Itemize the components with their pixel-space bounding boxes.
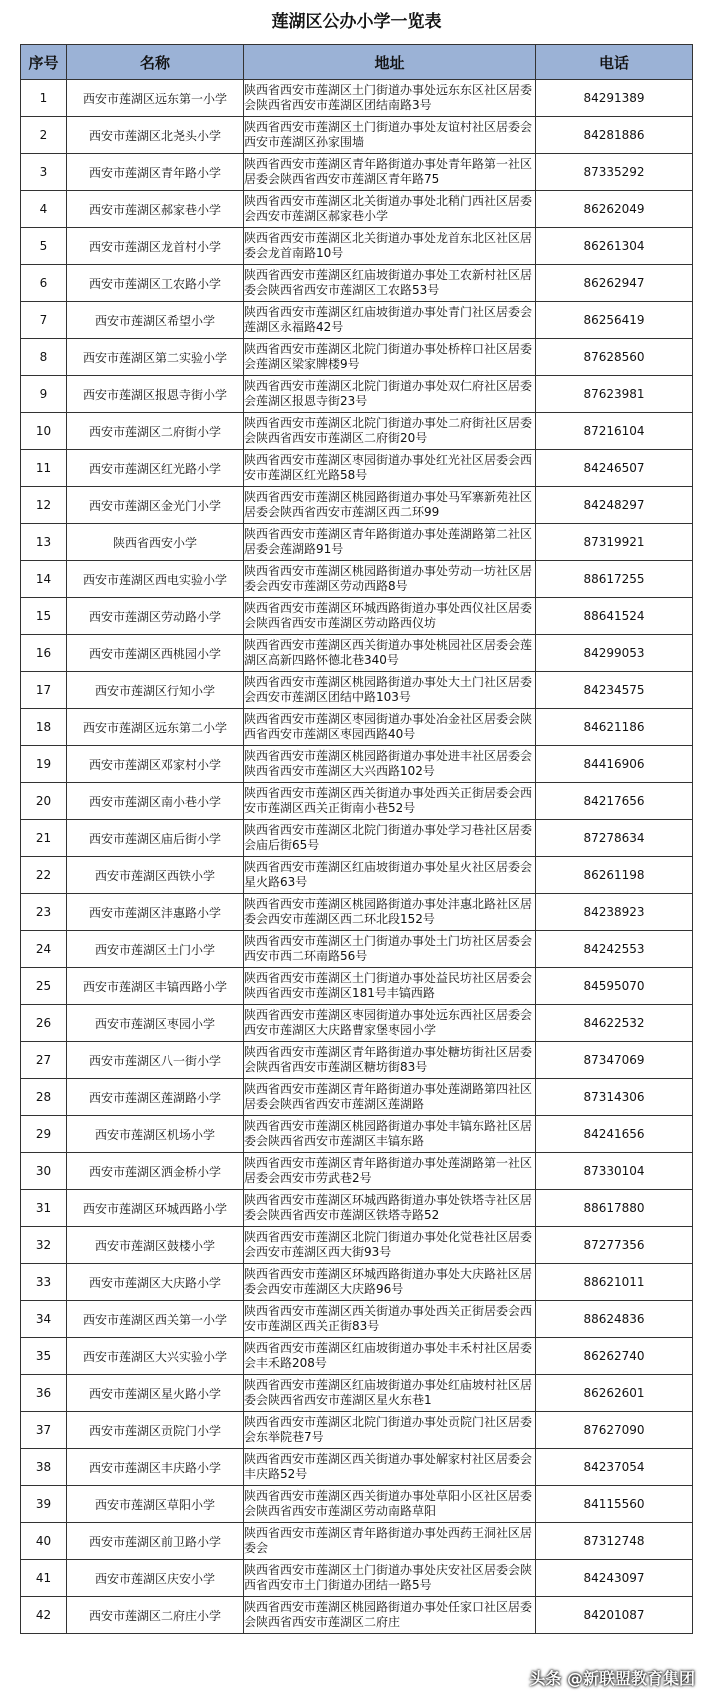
- row-number: 15: [21, 598, 67, 635]
- school-address: 陕西省西安市莲湖区桃园路街道办事处大土门社区居委会西安市莲湖区团结中路103号: [244, 672, 536, 709]
- table-row: [21, 117, 693, 154]
- school-address: 陕西省西安市莲湖区青年路街道办事处莲湖路第四社区居委会陕西省西安市莲湖区莲湖路: [244, 1079, 536, 1116]
- school-name: 西安市莲湖区机场小学: [67, 1116, 244, 1153]
- school-address: 陕西省西安市莲湖区西关街道办事处桃园社区居委会莲湖区高新四路怀德北巷340号: [244, 635, 536, 672]
- school-phone: 84241656: [536, 1116, 693, 1153]
- table-row: [21, 302, 693, 339]
- school-phone: 84234575: [536, 672, 693, 709]
- school-address: 陕西省西安市莲湖区枣园街道办事处远东西社区居委会西安市莲湖区大庆路曹家堡枣园小学: [244, 1005, 536, 1042]
- school-name: 西安市莲湖区丰镐西路小学: [67, 968, 244, 1005]
- row-number: 39: [21, 1486, 67, 1523]
- school-address: 陕西省西安市莲湖区北关街道办事处北稍门西社区居委会西安市莲湖区郝家巷小学: [244, 191, 536, 228]
- school-phone: 88617880: [536, 1190, 693, 1227]
- school-phone: 84238923: [536, 894, 693, 931]
- school-address: 陕西省西安市莲湖区青年路街道办事处青年路第一社区居委会陕西省西安市莲湖区青年路75: [244, 154, 536, 191]
- school-phone: 84201087: [536, 1597, 693, 1634]
- table-row: [21, 1375, 693, 1412]
- school-name: 西安市莲湖区第二实验小学: [67, 339, 244, 376]
- school-phone: 84299053: [536, 635, 693, 672]
- school-phone: 84621186: [536, 709, 693, 746]
- table-row: [21, 1264, 693, 1301]
- school-phone: 88617255: [536, 561, 693, 598]
- row-number: 26: [21, 1005, 67, 1042]
- school-phone: 84237054: [536, 1449, 693, 1486]
- row-number: 13: [21, 524, 67, 561]
- table-row: [21, 1486, 693, 1523]
- school-name: 西安市莲湖区枣园小学: [67, 1005, 244, 1042]
- table-row: [21, 820, 693, 857]
- school-phone: 86262947: [536, 265, 693, 302]
- school-phone: 84281886: [536, 117, 693, 154]
- row-number: 12: [21, 487, 67, 524]
- school-address: 陕西省西安市莲湖区青年路街道办事处西药王洞社区居委会: [244, 1523, 536, 1560]
- table-row: [21, 968, 693, 1005]
- school-phone: 87216104: [536, 413, 693, 450]
- school-address: 陕西省西安市莲湖区枣园街道办事处红光社区居委会西安市莲湖区红光路58号: [244, 450, 536, 487]
- school-phone: 84115560: [536, 1486, 693, 1523]
- row-number: 34: [21, 1301, 67, 1338]
- table-row: [21, 1079, 693, 1116]
- row-number: 1: [21, 80, 67, 117]
- row-number: 31: [21, 1190, 67, 1227]
- school-address: 陕西省西安市莲湖区红庙坡街道办事处星火社区居委会星火路63号: [244, 857, 536, 894]
- table-row: [21, 154, 693, 191]
- school-name: 西安市莲湖区二府庄小学: [67, 1597, 244, 1634]
- row-number: 35: [21, 1338, 67, 1375]
- school-name: 西安市莲湖区西桃园小学: [67, 635, 244, 672]
- table-row: [21, 1042, 693, 1079]
- row-number: 18: [21, 709, 67, 746]
- school-name: 西安市莲湖区西关第一小学: [67, 1301, 244, 1338]
- table-row: [21, 1190, 693, 1227]
- school-name: 西安市莲湖区郝家巷小学: [67, 191, 244, 228]
- school-name: 西安市莲湖区前卫路小学: [67, 1523, 244, 1560]
- school-address: 陕西省西安市莲湖区土门街道办事处土门坊社区居委会西安市西二环南路56号: [244, 931, 536, 968]
- header-no: 序号: [21, 45, 67, 80]
- school-phone: 87319921: [536, 524, 693, 561]
- school-address: 陕西省西安市莲湖区桃园路街道办事处丰镐东路社区居委会陕西省西安市莲湖区丰镐东路: [244, 1116, 536, 1153]
- school-phone: 86262601: [536, 1375, 693, 1412]
- school-name: 西安市莲湖区北尧头小学: [67, 117, 244, 154]
- school-address: 陕西省西安市莲湖区北院门街道办事处贡院门社区居委会东举院巷7号: [244, 1412, 536, 1449]
- school-phone: 84243097: [536, 1560, 693, 1597]
- school-address: 陕西省西安市莲湖区桃园路街道办事处马军寨新苑社区居委会陕西省西安市莲湖区西二环99: [244, 487, 536, 524]
- school-name: 西安市莲湖区二府街小学: [67, 413, 244, 450]
- school-phone: 86262740: [536, 1338, 693, 1375]
- school-name: 西安市莲湖区龙首村小学: [67, 228, 244, 265]
- school-address: 陕西省西安市莲湖区土门街道办事处远东东区社区居委会陕西省西安市莲湖区团结南路3号: [244, 80, 536, 117]
- school-phone: 88621011: [536, 1264, 693, 1301]
- school-phone: 87335292: [536, 154, 693, 191]
- school-name: 西安市莲湖区希望小学: [67, 302, 244, 339]
- row-number: 27: [21, 1042, 67, 1079]
- row-number: 4: [21, 191, 67, 228]
- school-address: 陕西省西安市莲湖区西关街道办事处西关正街居委会西安市莲湖区西关正街南小巷52号: [244, 783, 536, 820]
- table-header-row: [21, 45, 693, 80]
- school-address: 陕西省西安市莲湖区西关街道办事处草阳小区社区居委会陕西省西安市莲湖区劳动南路草阳: [244, 1486, 536, 1523]
- school-address: 陕西省西安市莲湖区红庙坡街道办事处红庙坡村社区居委会陕西省西安市莲湖区星火东巷1: [244, 1375, 536, 1412]
- table-body: [21, 80, 693, 1634]
- school-address: 陕西省西安市莲湖区西关街道办事处解家村社区居委会丰庆路52号: [244, 1449, 536, 1486]
- table-row: [21, 228, 693, 265]
- school-phone: 87623981: [536, 376, 693, 413]
- school-phone: 84242553: [536, 931, 693, 968]
- header-address: 地址: [244, 45, 536, 80]
- table-row: [21, 1116, 693, 1153]
- table-row: [21, 1597, 693, 1634]
- row-number: 36: [21, 1375, 67, 1412]
- table-row: [21, 598, 693, 635]
- school-address: 陕西省西安市莲湖区土门街道办事处庆安社区居委会陕西省西安市土门街道办团结一路5号: [244, 1560, 536, 1597]
- row-number: 33: [21, 1264, 67, 1301]
- school-phone: 87330104: [536, 1153, 693, 1190]
- school-address: 陕西省西安市莲湖区北关街道办事处龙首东北区社区居委会龙首南路10号: [244, 228, 536, 265]
- row-number: 10: [21, 413, 67, 450]
- school-name: 西安市莲湖区丰庆路小学: [67, 1449, 244, 1486]
- school-name: 西安市莲湖区草阳小学: [67, 1486, 244, 1523]
- row-number: 9: [21, 376, 67, 413]
- row-number: 24: [21, 931, 67, 968]
- row-number: 23: [21, 894, 67, 931]
- row-number: 25: [21, 968, 67, 1005]
- row-number: 30: [21, 1153, 67, 1190]
- school-phone: 86262049: [536, 191, 693, 228]
- row-number: 11: [21, 450, 67, 487]
- table-row: [21, 672, 693, 709]
- school-address: 陕西省西安市莲湖区北院门街道办事处化觉巷社区居委会西安市莲湖区西大街93号: [244, 1227, 536, 1264]
- table-row: [21, 1412, 693, 1449]
- school-address: 陕西省西安市莲湖区桃园路街道办事处任家口社区居委会陕西省西安市莲湖区二府庄: [244, 1597, 536, 1634]
- table-row: [21, 191, 693, 228]
- school-name: 西安市莲湖区劳动路小学: [67, 598, 244, 635]
- school-phone: 87347069: [536, 1042, 693, 1079]
- school-name: 西安市莲湖区庙后街小学: [67, 820, 244, 857]
- school-name: 西安市莲湖区洒金桥小学: [67, 1153, 244, 1190]
- header-phone: 电话: [536, 45, 693, 80]
- table-row: [21, 1005, 693, 1042]
- school-phone: 84248297: [536, 487, 693, 524]
- row-number: 17: [21, 672, 67, 709]
- school-phone: 87278634: [536, 820, 693, 857]
- row-number: 20: [21, 783, 67, 820]
- table-row: [21, 80, 693, 117]
- table-row: [21, 783, 693, 820]
- school-phone: 88641524: [536, 598, 693, 635]
- table-row: [21, 1523, 693, 1560]
- school-name: 陕西省西安小学: [67, 524, 244, 561]
- row-number: 5: [21, 228, 67, 265]
- row-number: 6: [21, 265, 67, 302]
- school-name: 西安市莲湖区青年路小学: [67, 154, 244, 191]
- school-name: 西安市莲湖区八一街小学: [67, 1042, 244, 1079]
- school-name: 西安市莲湖区星火路小学: [67, 1375, 244, 1412]
- school-name: 西安市莲湖区金光门小学: [67, 487, 244, 524]
- school-phone: 87627090: [536, 1412, 693, 1449]
- school-address: 陕西省西安市莲湖区枣园街道办事处冶金社区居委会陕西省西安市莲湖区枣园西路40号: [244, 709, 536, 746]
- row-number: 3: [21, 154, 67, 191]
- row-number: 2: [21, 117, 67, 154]
- school-name: 西安市莲湖区莲湖路小学: [67, 1079, 244, 1116]
- school-phone: 87314306: [536, 1079, 693, 1116]
- school-address: 陕西省西安市莲湖区北院门街道办事处学习巷社区居委会庙后街65号: [244, 820, 536, 857]
- row-number: 22: [21, 857, 67, 894]
- row-number: 8: [21, 339, 67, 376]
- school-address: 陕西省西安市莲湖区桃园路街道办事处沣惠北路社区居委会西安市莲湖区西二环北段152号: [244, 894, 536, 931]
- watermark: 头条 @新联盟教育集团: [529, 1669, 695, 1688]
- school-address: 陕西省西安市莲湖区青年路街道办事处莲湖路第二社区居委会莲湖路91号: [244, 524, 536, 561]
- school-name: 西安市莲湖区环城西路小学: [67, 1190, 244, 1227]
- school-address: 陕西省西安市莲湖区环城西路街道办事处西仪社区居委会陕西省西安市莲湖区劳动路西仪坊: [244, 598, 536, 635]
- table-row: [21, 339, 693, 376]
- header-name: 名称: [67, 45, 244, 80]
- school-name: 西安市莲湖区鼓楼小学: [67, 1227, 244, 1264]
- school-name: 西安市莲湖区报恩寺街小学: [67, 376, 244, 413]
- school-address: 陕西省西安市莲湖区北院门街道办事处二府街社区居委会陕西省西安市莲湖区二府街20号: [244, 413, 536, 450]
- row-number: 14: [21, 561, 67, 598]
- school-phone: 84416906: [536, 746, 693, 783]
- school-name: 西安市莲湖区土门小学: [67, 931, 244, 968]
- table-row: [21, 1338, 693, 1375]
- school-phone: 87277356: [536, 1227, 693, 1264]
- school-name: 西安市莲湖区远东第二小学: [67, 709, 244, 746]
- school-phone: 87312748: [536, 1523, 693, 1560]
- table-row: [21, 450, 693, 487]
- table-row: [21, 265, 693, 302]
- school-address: 陕西省西安市莲湖区红庙坡街道办事处工农新村社区居委会陕西省西安市莲湖区工农路53号: [244, 265, 536, 302]
- table-row: [21, 1301, 693, 1338]
- table-row: [21, 561, 693, 598]
- table-row: [21, 524, 693, 561]
- school-address: 陕西省西安市莲湖区北院门街道办事处桥梓口社区居委会莲湖区梁家牌楼9号: [244, 339, 536, 376]
- school-name: 西安市莲湖区西电实验小学: [67, 561, 244, 598]
- row-number: 42: [21, 1597, 67, 1634]
- school-name: 西安市莲湖区沣惠路小学: [67, 894, 244, 931]
- row-number: 40: [21, 1523, 67, 1560]
- school-phone: 87628560: [536, 339, 693, 376]
- school-name: 西安市莲湖区大兴实验小学: [67, 1338, 244, 1375]
- school-address: 陕西省西安市莲湖区北院门街道办事处双仁府社区居委会莲湖区报恩寺街23号: [244, 376, 536, 413]
- school-address: 陕西省西安市莲湖区桃园路街道办事处进丰社区居委会陕西省西安市莲湖区大兴西路102号: [244, 746, 536, 783]
- school-phone: 84622532: [536, 1005, 693, 1042]
- row-number: 29: [21, 1116, 67, 1153]
- school-address: 陕西省西安市莲湖区环城西路街道办事处铁塔寺社区居委会陕西省西安市莲湖区铁塔寺路52: [244, 1190, 536, 1227]
- table-row: [21, 709, 693, 746]
- row-number: 16: [21, 635, 67, 672]
- school-name: 西安市莲湖区南小巷小学: [67, 783, 244, 820]
- school-phone: 84246507: [536, 450, 693, 487]
- table-row: [21, 635, 693, 672]
- row-number: 32: [21, 1227, 67, 1264]
- row-number: 21: [21, 820, 67, 857]
- table-row: [21, 1449, 693, 1486]
- school-address: 陕西省西安市莲湖区青年路街道办事处莲湖路第一社区居委会西安市劳武巷2号: [244, 1153, 536, 1190]
- school-name: 西安市莲湖区远东第一小学: [67, 80, 244, 117]
- school-name: 西安市莲湖区工农路小学: [67, 265, 244, 302]
- school-table: [20, 44, 693, 1634]
- row-number: 41: [21, 1560, 67, 1597]
- school-phone: 84595070: [536, 968, 693, 1005]
- table-row: [21, 1227, 693, 1264]
- table-row: [21, 931, 693, 968]
- school-name: 西安市莲湖区大庆路小学: [67, 1264, 244, 1301]
- school-name: 西安市莲湖区庆安小学: [67, 1560, 244, 1597]
- school-phone: 88624836: [536, 1301, 693, 1338]
- school-address: 陕西省西安市莲湖区红庙坡街道办事处青门社区居委会莲湖区永福路42号: [244, 302, 536, 339]
- row-number: 7: [21, 302, 67, 339]
- school-phone: 86256419: [536, 302, 693, 339]
- school-address: 陕西省西安市莲湖区红庙坡街道办事处丰禾村社区居委会丰禾路208号: [244, 1338, 536, 1375]
- row-number: 37: [21, 1412, 67, 1449]
- school-address: 陕西省西安市莲湖区土门街道办事处友谊村社区居委会西安市莲湖区孙家围墙: [244, 117, 536, 154]
- school-address: 陕西省西安市莲湖区西关街道办事处西关正街居委会西安市莲湖区西关正街83号: [244, 1301, 536, 1338]
- school-name: 西安市莲湖区西铁小学: [67, 857, 244, 894]
- school-phone: 84291389: [536, 80, 693, 117]
- school-phone: 86261198: [536, 857, 693, 894]
- table-row: [21, 746, 693, 783]
- school-address: 陕西省西安市莲湖区土门街道办事处益民坊社区居委会陕西省西安市莲湖区181号丰镐西路: [244, 968, 536, 1005]
- school-name: 西安市莲湖区行知小学: [67, 672, 244, 709]
- table-row: [21, 487, 693, 524]
- table-row: [21, 894, 693, 931]
- table-row: [21, 376, 693, 413]
- school-address: 陕西省西安市莲湖区青年路街道办事处糖坊街社区居委会陕西省西安市莲湖区糖坊街83号: [244, 1042, 536, 1079]
- school-phone: 86261304: [536, 228, 693, 265]
- table-row: [21, 1153, 693, 1190]
- table-row: [21, 1560, 693, 1597]
- school-name: 西安市莲湖区邓家村小学: [67, 746, 244, 783]
- row-number: 28: [21, 1079, 67, 1116]
- school-address: 陕西省西安市莲湖区环城西路街道办事处大庆路社区居委会西安市莲湖区大庆路96号: [244, 1264, 536, 1301]
- row-number: 38: [21, 1449, 67, 1486]
- page-title: 莲湖区公办小学一览表: [271, 12, 442, 32]
- school-phone: 84217656: [536, 783, 693, 820]
- table-row: [21, 857, 693, 894]
- school-name: 西安市莲湖区贡院门小学: [67, 1412, 244, 1449]
- table-row: [21, 413, 693, 450]
- school-address: 陕西省西安市莲湖区桃园路街道办事处劳动一坊社区居委会西安市莲湖区劳动西路8号: [244, 561, 536, 598]
- school-name: 西安市莲湖区红光路小学: [67, 450, 244, 487]
- row-number: 19: [21, 746, 67, 783]
